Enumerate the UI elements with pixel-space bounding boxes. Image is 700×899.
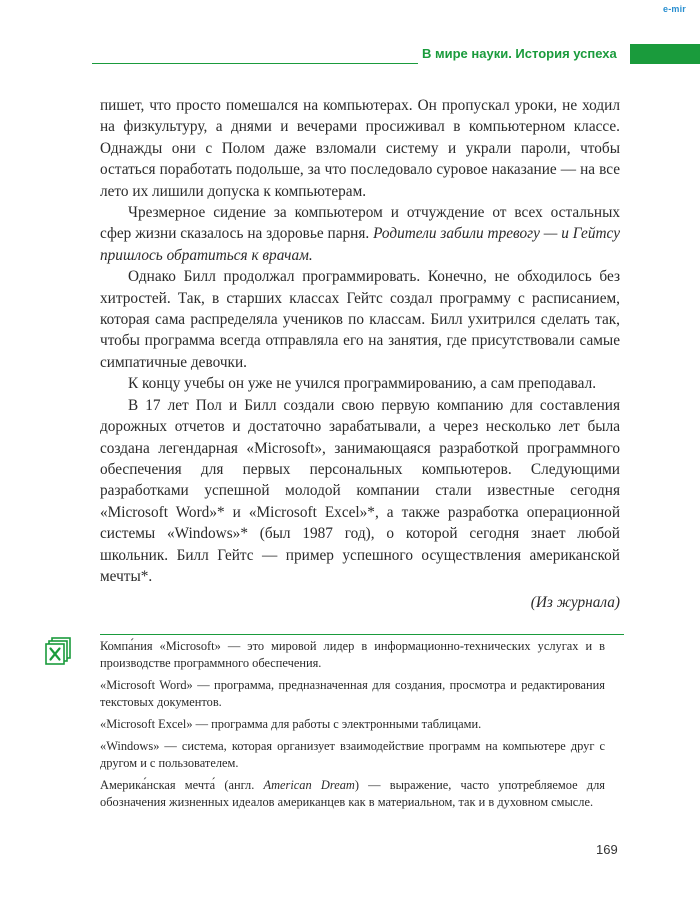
paragraph-2-italic: Родители забили тревогу — и Гейтсу пришлось обратиться к врачам. — [100, 225, 620, 264]
paragraph-4: К концу учебы он уже не учился программированию, а сам преподавал. — [128, 375, 597, 393]
glossary-icon — [44, 637, 72, 665]
note-excel: «Microsoft Excel» — программа для работы с электронными таблицами. — [100, 717, 482, 731]
source-attribution: (Из журнала) — [530, 594, 620, 611]
note-american-dream — [100, 777, 605, 811]
note-american-dream-italic: American Dream — [263, 778, 355, 792]
note-windows: «Windows» — система, которая организует взаимодействие программ на компьютере друг с другом и с пользователем. — [100, 739, 605, 770]
paragraph-5: В 17 лет Пол и Билл создали свою первую компанию для составления дорожных отчетов и достаточно зарабатывали, а через несколько лет была создана легендарная «Microsoft», занимающаяся разработкой программного обеспечения для первых персональных компьютеров. Следующими разработками успешной молодой компании стали известные сегодня «Microsoft Word»* и «Microsoft Excel»*, а также разработка операционной системы «Windows»* (был 1987 год), о которой сегодня знает любой школьник. Билл Гейтс — пример успешного осуществления американской мечты*. — [100, 396, 620, 585]
notes-rule — [100, 634, 624, 635]
page-number: 169 — [596, 842, 618, 857]
paragraph-3: Однако Билл продолжал программировать. Конечно, не обходилось без хитростей. Так, в старших классах Гейтс создал программу с расписанием, которая сама распределяла учеников по классам. Билл ухитрился сделать так, чтобы программа всегда отправляла его на занятия, где присутствовали самые симпатичные девочки. — [100, 268, 620, 371]
paragraph-1: пишет, что просто помешался на компьютерах. Он пропускал уроки, не ходил на физкультуру, а днями и вечерами просиживал в компьютерном классе. Однажды они с Полом даже взломали систему и украли пароли, чтобы остаться поработать подольше, за что последовало суровое наказание — на все лето их лишили допуска к компьютерам. — [100, 97, 620, 200]
section-title: В мире науки. История успеха — [418, 44, 634, 64]
paragraph-2 — [100, 202, 620, 266]
note-american-dream-b: ) — выражение, часто употребляемое для обозначения жизненных идеалов американцев как в материальном, так и в духовном смысле. — [100, 778, 605, 809]
note-microsoft: Компа́ния «Microsoft» — это мировой лидер в информационно-технических услугах и в производстве программного обеспечения. — [100, 639, 605, 670]
note-word: «Microsoft Word» — программа, предназначенная для создания, просмотра и редактирования текстовых документов. — [100, 678, 605, 709]
glossary-notes — [100, 638, 605, 816]
paragraph-2-plain: Чрезмерное сидение за компьютером и отчуждение от всех остальных сфер жизни сказалось на здоровье парня. — [100, 204, 620, 243]
article-body — [100, 95, 620, 587]
header-color-block — [630, 44, 700, 64]
note-american-dream-a: Америка́нская мечта́ (англ. — [100, 778, 264, 792]
publisher-logo: e-mir — [662, 4, 686, 14]
